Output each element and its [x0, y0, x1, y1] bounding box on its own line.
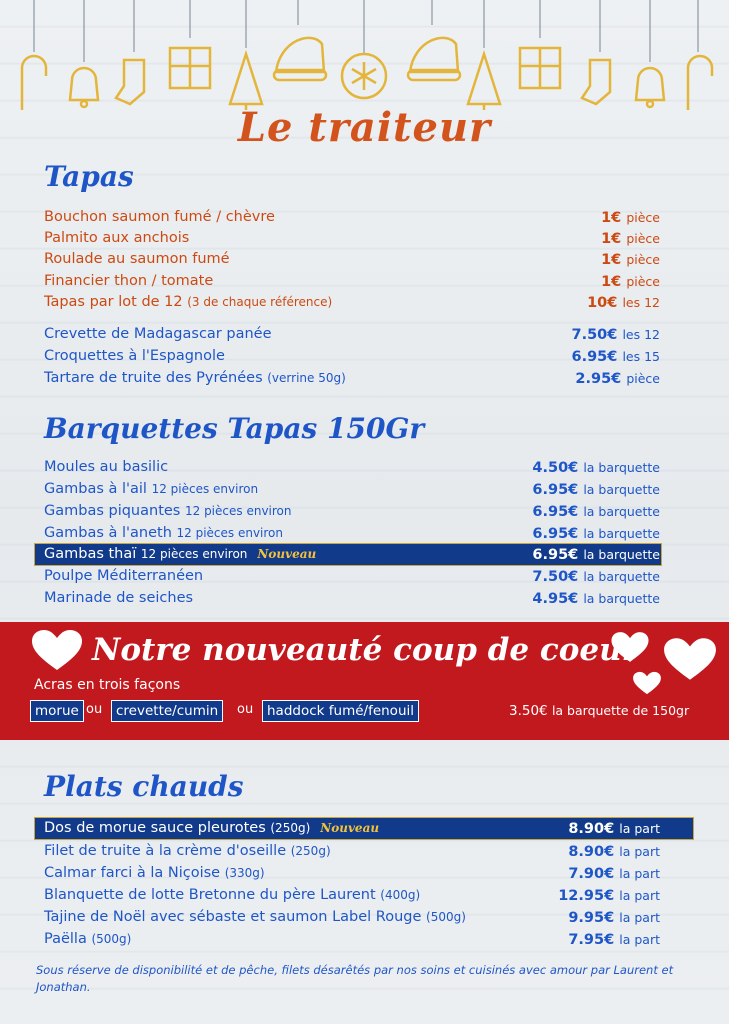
menu-item: Croquettes à l'Espagnole 6.95€ les 15 — [44, 348, 660, 365]
tree-icon — [230, 54, 262, 110]
heart-icon — [30, 628, 84, 672]
new-badge: Nouveau — [320, 821, 380, 835]
menu-item: Bouchon saumon fumé / chèvre 1€ pièce — [44, 209, 660, 226]
menu-item: Paëlla (500g) 7.95€ la part — [44, 931, 660, 948]
menu-item: Blanquette de lotte Bretonne du père Laurent (400g) 12.95€ la part — [44, 887, 660, 904]
menu-item-highlighted: Dos de morue sauce pleurotes (250g) Nouveau 8.90€ la part — [44, 820, 660, 837]
menu-item: Filet de truite à la crème d'oseille (250g) 8.90€ la part — [44, 843, 660, 860]
stocking-icon — [116, 60, 144, 104]
heart-icon — [662, 636, 718, 682]
bell-icon — [636, 68, 664, 107]
menu-item-highlighted: Gambas thaï 12 pièces environ Nouveau 6.95€ la barquette — [44, 546, 660, 563]
tree-icon — [468, 54, 500, 110]
bell-icon — [70, 68, 98, 107]
gift-icon — [520, 48, 560, 88]
christmas-ornaments — [0, 0, 729, 115]
separator-text: ou — [237, 702, 254, 717]
menu-item: Financier thon / tomate 1€ pièce — [44, 273, 660, 290]
coup-de-coeur-price: 3.50€ la barquette de 150gr — [509, 703, 690, 719]
candy-cane-icon — [22, 56, 46, 110]
menu-item: Gambas à l'ail 12 pièces environ 6.95€ la barquette — [44, 481, 660, 498]
page-title: Le traiteur — [237, 104, 492, 151]
menu-item: Tapas par lot de 12 (3 de chaque référence) 10€ les 12 — [44, 294, 660, 311]
coup-de-coeur-subtitle: Acras en trois façons — [34, 677, 181, 693]
hat-icon — [408, 38, 460, 80]
separator-text: ou — [86, 702, 103, 717]
heart-icon — [632, 670, 662, 696]
menu-item: Gambas piquantes 12 pièces environ 6.95€ la barquette — [44, 503, 660, 520]
menu-item: Crevette de Madagascar panée 7.50€ les 12 — [44, 326, 660, 343]
snowflake-ornament-icon — [342, 54, 386, 98]
menu-item: Gambas à l'aneth 12 pièces environ 6.95€ la barquette — [44, 525, 660, 542]
menu-item: Tartare de truite des Pyrénées (verrine 50g) 2.95€ pièce — [44, 370, 660, 387]
menu-item: Moules au basilic 4.50€ la barquette — [44, 459, 660, 476]
menu-item: Poulpe Méditerranéen 7.50€ la barquette — [44, 568, 660, 585]
gift-icon — [170, 48, 210, 88]
option-chip: crevette/cumin — [111, 700, 223, 722]
menu-item: Calmar farci à la Niçoise (330g) 7.90€ la part — [44, 865, 660, 882]
hat-icon — [274, 38, 326, 80]
section-title-plats: Plats chauds — [44, 770, 244, 803]
option-chip: haddock fumé/fenouil — [262, 700, 419, 722]
candy-cane-icon — [688, 56, 712, 110]
section-title-tapas: Tapas — [44, 160, 134, 193]
menu-item: Palmito aux anchois 1€ pièce — [44, 230, 660, 247]
new-badge: Nouveau — [257, 547, 317, 561]
menu-item: Roulade au saumon fumé 1€ pièce — [44, 251, 660, 268]
menu-item: Tajine de Noël avec sébaste et saumon Label Rouge (500g) 9.95€ la part — [44, 909, 660, 926]
option-chip: morue — [30, 700, 84, 722]
menu-item: Marinade de seiches 4.95€ la barquette — [44, 590, 660, 607]
coup-de-coeur-title: Notre nouveauté coup de coeur — [92, 632, 639, 668]
footnote: Sous réserve de disponibilité et de pêche, filets désarêtés par nos soins et cuisinés avec amour par Laurent et Jonathan. — [36, 963, 674, 994]
section-title-barquettes: Barquettes Tapas 150Gr — [44, 412, 425, 445]
stocking-icon — [582, 60, 610, 104]
